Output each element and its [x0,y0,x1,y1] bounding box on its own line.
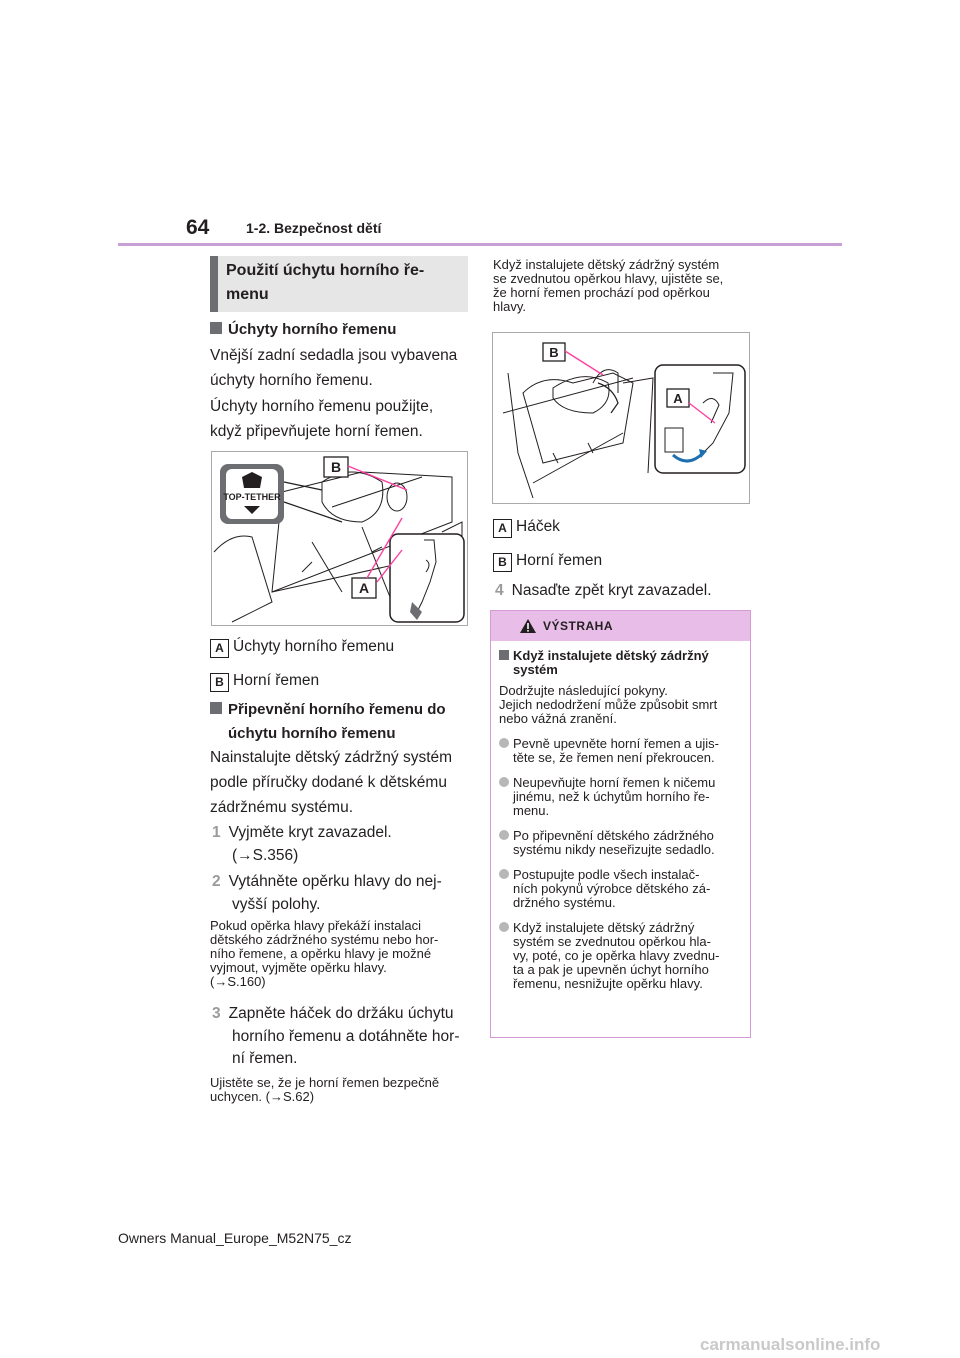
warning-para-line-3: nebo vážná zranění. [499,711,617,726]
intro-line-1: Když instalujete dětský zádržný systém [493,257,720,272]
step-2-line-2: vyšší polohy. [232,896,321,913]
tag-a: A [493,519,512,538]
intro-line-2: se zvednutou opěrkou hlavy, ujistěte se, [493,271,724,286]
warning-header [491,611,750,641]
warning-subheading: Když instalujete dětský zádržný [499,649,742,663]
label-a: A [673,391,683,406]
intro-line-3: že horní řemen prochází pod opěrkou [493,285,710,300]
step-2: 2 Vytáhněte opěrku hlavy do nej- [212,873,442,890]
circle-bullet-icon [499,922,509,932]
step-3: 3 Zapněte háček do držáku úchytu [212,1005,454,1022]
para-1-line-1: Vnější zadní sedadla jsou vybavena [210,347,458,364]
circle-bullet-icon [499,830,509,840]
circle-bullet-icon [499,738,509,748]
warning-bullet-4: Postupujte podle všech instalač- [499,868,742,882]
watermark: carmanualsonline.info [700,1335,881,1354]
circle-bullet-icon [499,777,509,787]
note-2-line-1: Ujistěte se, že je horní řemen bezpečně [210,1075,440,1090]
warning-bullet-5-line-3: vy, poté, co je opěrka hlavy zvednu- [513,948,720,963]
para-2-line-2: když připevňujete horní řemen. [210,423,423,440]
seat-illustration [212,452,467,625]
headrest-illustration [493,333,749,503]
tag-b: B [493,553,512,572]
note-1-line-2: dětského zádržného systému nebo hor- [210,932,439,947]
para-3-line-3: zádržnému systému. [210,799,353,816]
warning-bullet-3-line-2: systému nikdy neseřizujte sedadlo. [513,842,715,857]
warning-bullet-5-line-5: řemenu, nesnižujte opěrku hlavy. [513,976,703,991]
tether-icon-label: TOP-TETHER [223,492,281,502]
warning-para-line-2: Jejich nedodržení může způsobit smrt [499,697,718,712]
warning-bullet-5-line-2: systém se zvednutou opěrkou hla- [513,934,711,949]
warning-subheading-line-2: systém [513,662,558,677]
para-3-line-1: Nainstalujte dětský zádržný systém [210,749,453,766]
step-3-line-3: ní řemen. [232,1050,298,1067]
warning-title: VÝSTRAHA [543,619,614,633]
warning-bullet-1-line-2: těte se, že řemen není překroucen. [513,750,715,765]
subheading-attach: Připevnění horního řemenu do [210,698,446,722]
figure-tether-under-headrest [492,332,750,504]
heading-accent-bar [210,256,218,312]
note-1-line-3: ního řemene, a opěrku hlavy je možné [210,946,432,961]
section-heading-box [210,256,468,312]
subheading-anchors: Úchyty horního řemenu [210,318,396,342]
note-2-line-2: uchycen. (→S.62) [210,1089,315,1104]
para-1-line-2: úchyty horního řemenu. [210,372,373,389]
warning-bullet-4-line-2: ních pokynů výrobce dětského zá- [513,881,711,896]
para-3-line-2: podle příručky dodané k dětskému [210,774,447,791]
warning-bullet-3: Po připevnění dětského zádržného [499,829,742,843]
square-bullet-icon [210,322,222,334]
circle-bullet-icon [499,869,509,879]
section-title: 1-2. Bezpečnost dětí [246,220,382,236]
label-b: B [330,459,342,475]
header-divider [118,243,842,246]
square-bullet-icon [499,650,509,660]
warning-bullet-5-line-4: ta a pak je upevněn úchyt horního [513,962,709,977]
page-number: 64 [186,216,210,239]
tag-b: B [210,673,229,692]
warning-bullet-2-line-2: jinému, než k úchytům horního ře- [513,789,710,804]
intro-line-4: hlavy. [493,299,526,314]
note-1-line-4: vyjmout, vyjměte opěrku hlavy. [210,960,387,975]
tag-a: A [210,639,229,658]
label-a: A [358,580,370,596]
figure-top-tether-anchors [211,451,468,626]
legend-a: A Úchyty horního řemenu [210,634,394,660]
square-bullet-icon [210,702,222,714]
legend-b: B Horní řemen [210,668,319,694]
warning-bullet-2-line-3: menu. [513,803,550,818]
warning-bullet-5: Když instalujete dětský zádržný [499,921,742,935]
warning-triangle-icon [519,618,537,634]
label-b: B [549,345,559,360]
warning-para-line-1: Dodržujte následující pokyny. [499,683,668,698]
step-3-line-2: horního řemenu a dotáhněte hor- [232,1028,460,1045]
legend-b-right: B Horní řemen [493,548,602,574]
para-2-line-1: Úchyty horního řemenu použijte, [210,398,434,415]
section-heading: Použití úchytu horního ře-menu [226,262,425,303]
warning-bullet-2: Neupevňujte horní řemen k ničemu [499,776,742,790]
warning-bullet-4-line-3: držného systému. [513,895,616,910]
step-4: 4 Nasaďte zpět kryt zavazadel. [495,582,712,599]
warning-bullet-1: Pevně upevněte horní řemen a ujis- [499,737,742,751]
step-1: 1 Vyjměte kryt zavazadel. [212,824,392,841]
step-1-ref[interactable]: (→S.356) [232,847,299,864]
legend-a-right: A Háček [493,514,560,540]
warning-content [499,649,742,991]
note-1-line-1: Pokud opěrka hlavy překáží instalaci [210,918,422,933]
subheading-attach-line-2: úchytu horního řemenu [228,725,396,742]
warning-box [490,610,751,1038]
footer-doc-id: Owners Manual_Europe_M52N75_cz [118,1230,352,1246]
note-1-ref[interactable]: (→S.160) [210,974,266,989]
